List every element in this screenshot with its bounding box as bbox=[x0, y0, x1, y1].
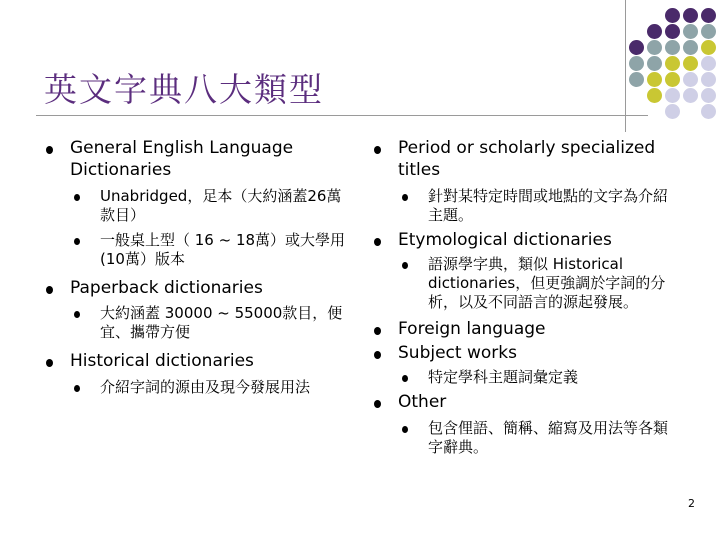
sub-bullet-subject-desc bbox=[374, 368, 674, 387]
decorative-dot bbox=[665, 72, 680, 87]
decorative-dot bbox=[647, 72, 662, 87]
sub-bullet-period-desc bbox=[374, 187, 674, 225]
sub-bullet-unabridged bbox=[46, 187, 346, 225]
sub-bullet-etymological-desc bbox=[374, 255, 674, 312]
title-underline bbox=[36, 115, 648, 116]
bullet-marker bbox=[46, 286, 53, 294]
bullet-text: Historical dictionaries bbox=[70, 351, 254, 371]
bullet-text: Etymological dictionaries bbox=[398, 230, 612, 250]
sub-bullet-marker bbox=[74, 194, 80, 201]
decorative-dot bbox=[647, 56, 662, 71]
decorative-dot bbox=[701, 40, 716, 55]
decorative-dot bbox=[647, 88, 662, 103]
sub-bullet-text: Unabridged，足本（大約涵蓋26萬款目） bbox=[100, 187, 342, 224]
decorative-dot bbox=[665, 56, 680, 71]
sub-bullet-text: 針對某特定時間或地點的文字為介紹主題。 bbox=[428, 187, 669, 224]
bullet-marker bbox=[374, 238, 381, 246]
bullet-subject-works bbox=[374, 342, 674, 364]
bullet-other bbox=[374, 391, 674, 413]
decorative-dot bbox=[701, 24, 716, 39]
sub-bullet-desk-edition bbox=[46, 231, 346, 269]
sub-bullet-marker bbox=[74, 238, 80, 245]
bullet-paperback bbox=[46, 277, 346, 299]
left-bullet-column bbox=[46, 137, 346, 397]
decorative-dot bbox=[629, 56, 644, 71]
bullet-text: Foreign language bbox=[398, 319, 546, 339]
decorative-dot bbox=[701, 8, 716, 23]
decorative-dot bbox=[665, 8, 680, 23]
bullet-marker bbox=[46, 359, 53, 367]
bullet-marker bbox=[46, 146, 53, 154]
sub-bullet-text: 特定學科主題詞彙定義 bbox=[428, 368, 579, 386]
slide-title: 英文字典八大類型 bbox=[44, 70, 324, 109]
decorative-dot bbox=[647, 40, 662, 55]
sub-bullet-historical-desc bbox=[46, 378, 346, 397]
bullet-marker bbox=[374, 400, 381, 408]
sub-bullet-marker bbox=[402, 262, 408, 269]
bullet-marker bbox=[374, 146, 381, 154]
sub-bullet-text: 一般桌上型（ 16 ~ 18萬）或大學用 (10萬）版本 bbox=[100, 231, 346, 268]
decorative-dot bbox=[629, 40, 644, 55]
bullet-text: Paperback dictionaries bbox=[70, 278, 263, 298]
decorative-dot bbox=[683, 8, 698, 23]
bullet-text: Other bbox=[398, 392, 447, 412]
bullet-foreign-language bbox=[374, 318, 674, 340]
sub-bullet-marker bbox=[74, 311, 80, 318]
decorative-dot bbox=[701, 72, 716, 87]
decorative-dot bbox=[683, 40, 698, 55]
decorative-dot bbox=[647, 24, 662, 39]
page-number: 2 bbox=[688, 497, 695, 510]
bullet-marker bbox=[374, 327, 381, 335]
sub-bullet-text: 介紹字詞的源由及現今發展用法 bbox=[100, 378, 311, 396]
decorative-dot bbox=[701, 56, 716, 71]
decorative-dot bbox=[629, 72, 644, 87]
sub-bullet-marker bbox=[74, 385, 80, 392]
decorative-dot bbox=[665, 104, 680, 119]
bullet-text: General English Language Dictionaries bbox=[70, 138, 294, 180]
bullet-historical bbox=[46, 350, 346, 372]
decorative-dot bbox=[665, 40, 680, 55]
vertical-divider bbox=[625, 0, 626, 132]
decorative-dot bbox=[665, 24, 680, 39]
sub-bullet-text: 大約涵蓋 30000 ~ 55000款目，便宜、攜帶方便 bbox=[100, 304, 343, 341]
right-bullet-column bbox=[374, 137, 674, 457]
bullet-general-english bbox=[46, 137, 346, 181]
sub-bullet-marker bbox=[402, 375, 408, 382]
bullet-text: Subject works bbox=[398, 343, 517, 363]
sub-bullet-text: 包含俚語、簡稱、縮寫及用法等各類字辭典。 bbox=[428, 419, 669, 456]
sub-bullet-marker bbox=[402, 194, 408, 201]
sub-bullet-paperback-desc bbox=[46, 304, 346, 342]
decorative-dot bbox=[665, 88, 680, 103]
decorative-dot bbox=[683, 72, 698, 87]
sub-bullet-other-desc bbox=[374, 419, 674, 457]
decorative-dot bbox=[701, 104, 716, 119]
bullet-marker bbox=[374, 351, 381, 359]
decorative-dot-grid bbox=[629, 8, 719, 123]
bullet-period-scholarly bbox=[374, 137, 674, 181]
bullet-etymological bbox=[374, 229, 674, 251]
decorative-dot bbox=[683, 88, 698, 103]
decorative-dot bbox=[683, 56, 698, 71]
decorative-dot bbox=[683, 24, 698, 39]
bullet-text: Period or scholarly specialized titles bbox=[398, 138, 656, 180]
sub-bullet-marker bbox=[402, 426, 408, 433]
decorative-dot bbox=[701, 88, 716, 103]
sub-bullet-text: 語源學字典，類似 Historical dictionaries，但更強調於字詞的分析，以及不同語言的源起發展。 bbox=[428, 255, 666, 311]
